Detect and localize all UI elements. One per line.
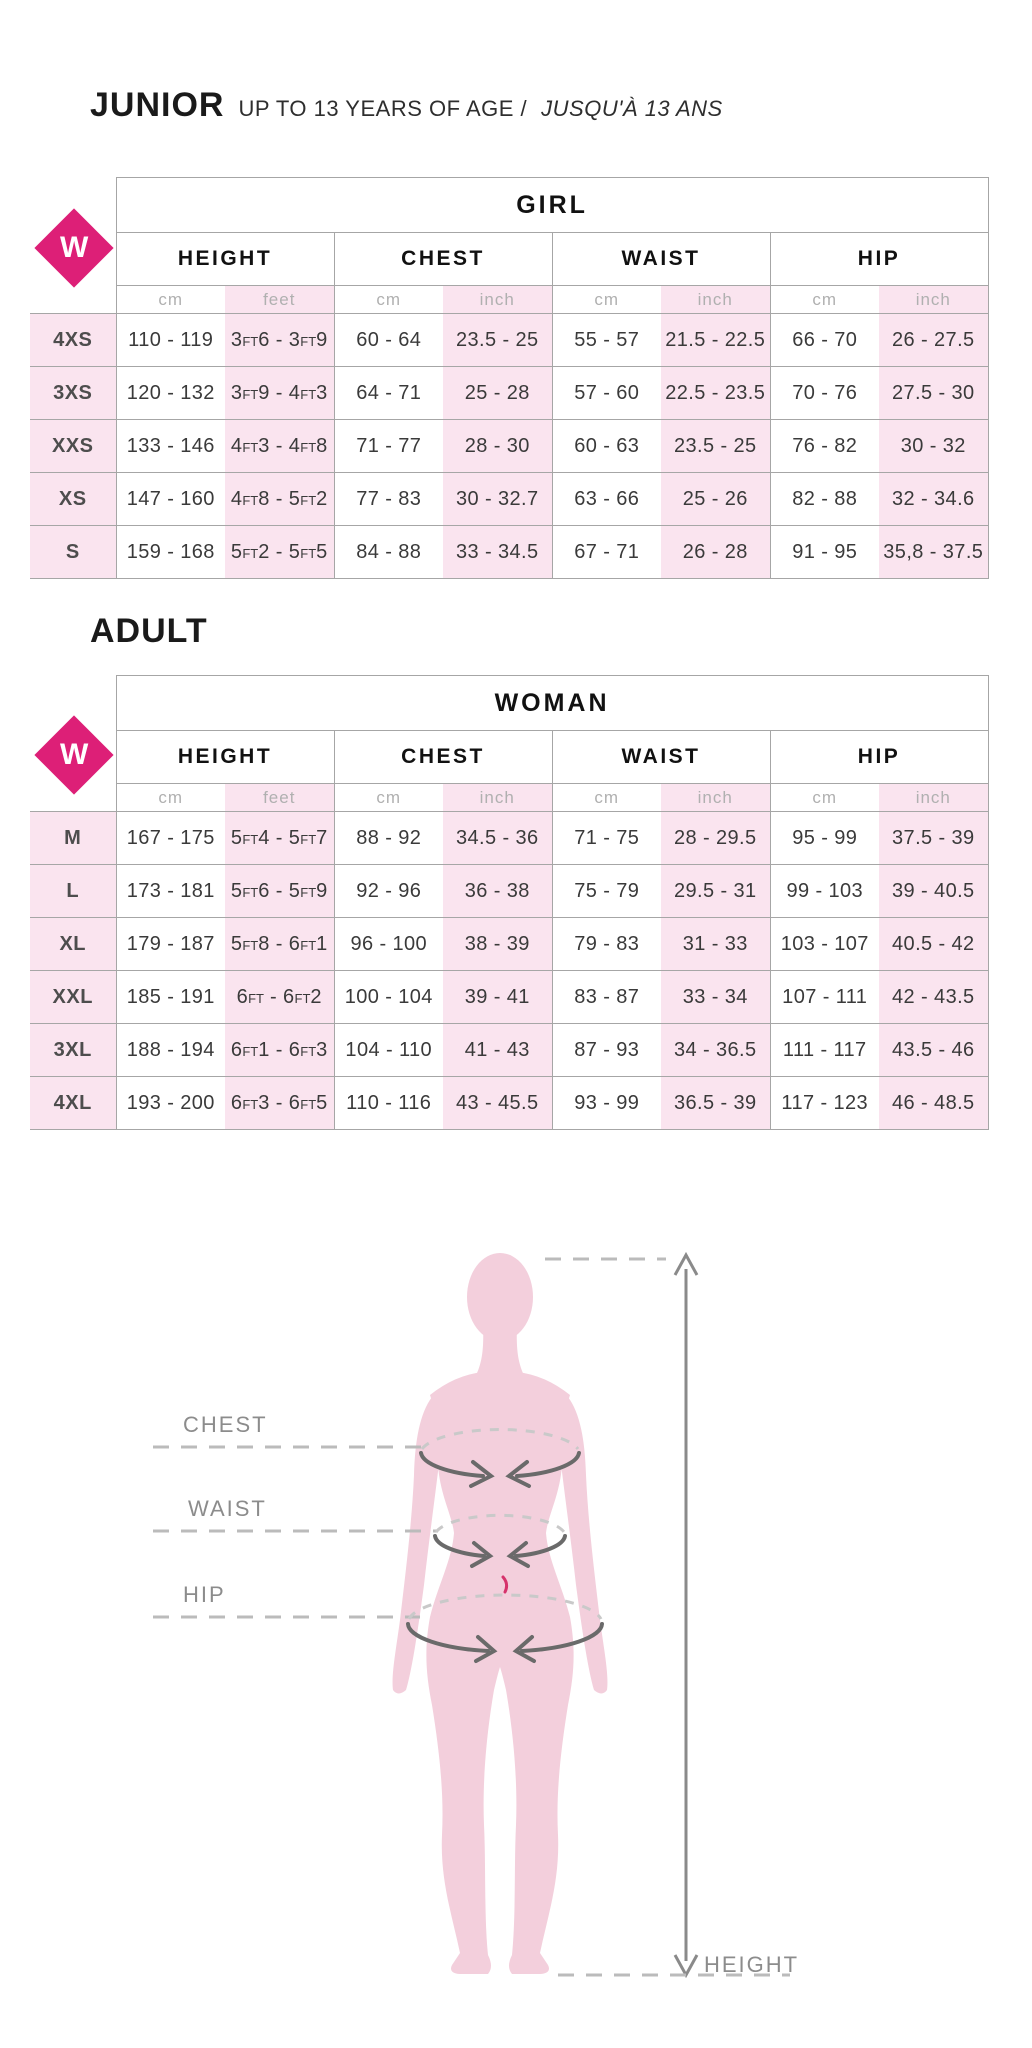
waist-inch-value: 28 - 29.5 [661, 812, 770, 865]
table-row [30, 812, 988, 865]
unit-label: feet [225, 286, 334, 314]
hip-cm-value: 117 - 123 [770, 1077, 879, 1130]
height-feet-value: 5FT6 - 5FT9 [225, 865, 334, 918]
chest-cm-value: 64 - 71 [334, 367, 443, 420]
unit-label: cm [770, 784, 879, 812]
size-label: XS [30, 473, 116, 526]
waist-inch-value: 22.5 - 23.5 [661, 367, 770, 420]
size-label: L [30, 865, 116, 918]
height-cm-value: 147 - 160 [116, 473, 225, 526]
height-label: HEIGHT [704, 1952, 800, 1977]
height-feet-value: 5FT8 - 6FT1 [225, 918, 334, 971]
height-cm-value: 185 - 191 [116, 971, 225, 1024]
body-measurement-diagram [0, 1225, 1032, 2035]
adult-table-section [30, 675, 988, 1130]
hip-inch-value: 37.5 - 39 [879, 812, 988, 865]
height-cm-value: 173 - 181 [116, 865, 225, 918]
unit-label: cm [552, 286, 661, 314]
table-row [30, 918, 988, 971]
hip-cm-value: 107 - 111 [770, 971, 879, 1024]
size-label: 3XS [30, 367, 116, 420]
unit-label: cm [116, 784, 225, 812]
junior-table-section [30, 177, 988, 579]
height-feet-value: 4FT3 - 4FT8 [225, 420, 334, 473]
column-header-hip: HIP [770, 233, 988, 286]
chest-inch-value: 28 - 30 [443, 420, 552, 473]
size-label: S [30, 526, 116, 579]
waist-label: WAIST [188, 1496, 267, 1521]
waist-inch-value: 25 - 26 [661, 473, 770, 526]
waist-inch-value: 33 - 34 [661, 971, 770, 1024]
chest-cm-value: 92 - 96 [334, 865, 443, 918]
table-row [30, 367, 988, 420]
chest-inch-value: 43 - 45.5 [443, 1077, 552, 1130]
unit-label: inch [443, 286, 552, 314]
table-row [30, 971, 988, 1024]
adult-table-title: WOMAN [116, 676, 988, 731]
waist-cm-value: 93 - 99 [552, 1077, 661, 1130]
column-header-chest: CHEST [334, 233, 552, 286]
waist-inch-value: 21.5 - 22.5 [661, 314, 770, 367]
chest-cm-value: 110 - 116 [334, 1077, 443, 1130]
hip-cm-value: 82 - 88 [770, 473, 879, 526]
waist-cm-value: 63 - 66 [552, 473, 661, 526]
unit-label: feet [225, 784, 334, 812]
waist-inch-value: 34 - 36.5 [661, 1024, 770, 1077]
height-cm-value: 159 - 168 [116, 526, 225, 579]
chest-cm-value: 77 - 83 [334, 473, 443, 526]
junior-subtitle: UP TO 13 YEARS OF AGE / [238, 96, 528, 121]
brand-w-letter: W [59, 230, 89, 264]
height-cm-value: 179 - 187 [116, 918, 225, 971]
hip-inch-value: 46 - 48.5 [879, 1077, 988, 1130]
hip-inch-value: 30 - 32 [879, 420, 988, 473]
junior-girl-table [30, 177, 989, 579]
column-header-waist: WAIST [552, 731, 770, 784]
hip-cm-value: 95 - 99 [770, 812, 879, 865]
size-label: XXS [30, 420, 116, 473]
brand-w-letter: W [59, 737, 89, 771]
column-header-hip: HIP [770, 731, 988, 784]
adult-title: ADULT [90, 612, 208, 650]
column-header-waist: WAIST [552, 233, 770, 286]
hip-inch-value: 27.5 - 30 [879, 367, 988, 420]
height-feet-value: 3FT9 - 4FT3 [225, 367, 334, 420]
unit-label: cm [116, 286, 225, 314]
table-row [30, 865, 988, 918]
chest-inch-value: 23.5 - 25 [443, 314, 552, 367]
junior-title: JUNIOR [90, 86, 225, 124]
unit-label: cm [770, 286, 879, 314]
height-cm-value: 120 - 132 [116, 367, 225, 420]
hip-inch-value: 39 - 40.5 [879, 865, 988, 918]
waist-inch-value: 36.5 - 39 [661, 1077, 770, 1130]
chest-inch-value: 33 - 34.5 [443, 526, 552, 579]
waist-inch-value: 29.5 - 31 [661, 865, 770, 918]
table-row [30, 420, 988, 473]
unit-label: inch [661, 286, 770, 314]
chest-inch-value: 30 - 32.7 [443, 473, 552, 526]
chest-cm-value: 84 - 88 [334, 526, 443, 579]
corner-spacer [30, 286, 116, 314]
height-cm-value: 193 - 200 [116, 1077, 225, 1130]
hip-inch-value: 26 - 27.5 [879, 314, 988, 367]
height-feet-value: 6FT3 - 6FT5 [225, 1077, 334, 1130]
waist-cm-value: 55 - 57 [552, 314, 661, 367]
junior-section-title [90, 86, 723, 125]
chest-inch-value: 41 - 43 [443, 1024, 552, 1077]
height-cm-value: 188 - 194 [116, 1024, 225, 1077]
table-row [30, 473, 988, 526]
chest-cm-value: 60 - 64 [334, 314, 443, 367]
height-feet-value: 6FT - 6FT2 [225, 971, 334, 1024]
unit-label: inch [879, 286, 988, 314]
waist-cm-value: 75 - 79 [552, 865, 661, 918]
adult-section-title [90, 612, 208, 651]
adult-woman-table [30, 675, 989, 1130]
column-header-height: HEIGHT [116, 233, 334, 286]
waist-cm-value: 67 - 71 [552, 526, 661, 579]
waist-cm-value: 87 - 93 [552, 1024, 661, 1077]
size-label: 4XL [30, 1077, 116, 1130]
unit-label: inch [443, 784, 552, 812]
junior-table-title: GIRL [116, 178, 988, 233]
waist-cm-value: 60 - 63 [552, 420, 661, 473]
size-label: XXL [30, 971, 116, 1024]
column-header-chest: CHEST [334, 731, 552, 784]
height-cm-value: 110 - 119 [116, 314, 225, 367]
unit-label: inch [879, 784, 988, 812]
unit-label: inch [661, 784, 770, 812]
height-cm-value: 167 - 175 [116, 812, 225, 865]
size-label: M [30, 812, 116, 865]
size-label: 3XL [30, 1024, 116, 1077]
hip-inch-value: 42 - 43.5 [879, 971, 988, 1024]
hip-cm-value: 111 - 117 [770, 1024, 879, 1077]
unit-label: cm [334, 286, 443, 314]
hip-cm-value: 103 - 107 [770, 918, 879, 971]
hip-cm-value: 66 - 70 [770, 314, 879, 367]
chest-cm-value: 104 - 110 [334, 1024, 443, 1077]
height-feet-value: 5FT4 - 5FT7 [225, 812, 334, 865]
chest-label: CHEST [183, 1412, 268, 1437]
waist-inch-value: 31 - 33 [661, 918, 770, 971]
hip-inch-value: 35,8 - 37.5 [879, 526, 988, 579]
chest-inch-value: 34.5 - 36 [443, 812, 552, 865]
waist-cm-value: 71 - 75 [552, 812, 661, 865]
junior-subtitle-french: JUSQU'À 13 ANS [541, 96, 723, 121]
height-cm-value: 133 - 146 [116, 420, 225, 473]
body-silhouette [393, 1253, 608, 1974]
waist-cm-value: 83 - 87 [552, 971, 661, 1024]
chest-inch-value: 39 - 41 [443, 971, 552, 1024]
unit-label: cm [552, 784, 661, 812]
table-row [30, 1077, 988, 1130]
chest-cm-value: 100 - 104 [334, 971, 443, 1024]
waist-cm-value: 79 - 83 [552, 918, 661, 971]
hip-cm-value: 91 - 95 [770, 526, 879, 579]
height-feet-value: 3FT6 - 3FT9 [225, 314, 334, 367]
chest-inch-value: 25 - 28 [443, 367, 552, 420]
hip-cm-value: 76 - 82 [770, 420, 879, 473]
waist-cm-value: 57 - 60 [552, 367, 661, 420]
hip-inch-value: 32 - 34.6 [879, 473, 988, 526]
hip-label: HIP [183, 1582, 226, 1607]
unit-label: cm [334, 784, 443, 812]
waist-inch-value: 26 - 28 [661, 526, 770, 579]
hip-cm-value: 99 - 103 [770, 865, 879, 918]
chest-cm-value: 71 - 77 [334, 420, 443, 473]
chest-inch-value: 38 - 39 [443, 918, 552, 971]
height-feet-value: 6FT1 - 6FT3 [225, 1024, 334, 1077]
column-header-height: HEIGHT [116, 731, 334, 784]
hip-inch-value: 40.5 - 42 [879, 918, 988, 971]
waist-inch-value: 23.5 - 25 [661, 420, 770, 473]
height-feet-value: 4FT8 - 5FT2 [225, 473, 334, 526]
chest-inch-value: 36 - 38 [443, 865, 552, 918]
size-label: 4XS [30, 314, 116, 367]
height-feet-value: 5FT2 - 5FT5 [225, 526, 334, 579]
hip-inch-value: 43.5 - 46 [879, 1024, 988, 1077]
hip-cm-value: 70 - 76 [770, 367, 879, 420]
chest-cm-value: 88 - 92 [334, 812, 443, 865]
size-label: XL [30, 918, 116, 971]
chest-cm-value: 96 - 100 [334, 918, 443, 971]
table-row [30, 314, 988, 367]
table-row [30, 1024, 988, 1077]
table-row [30, 526, 988, 579]
